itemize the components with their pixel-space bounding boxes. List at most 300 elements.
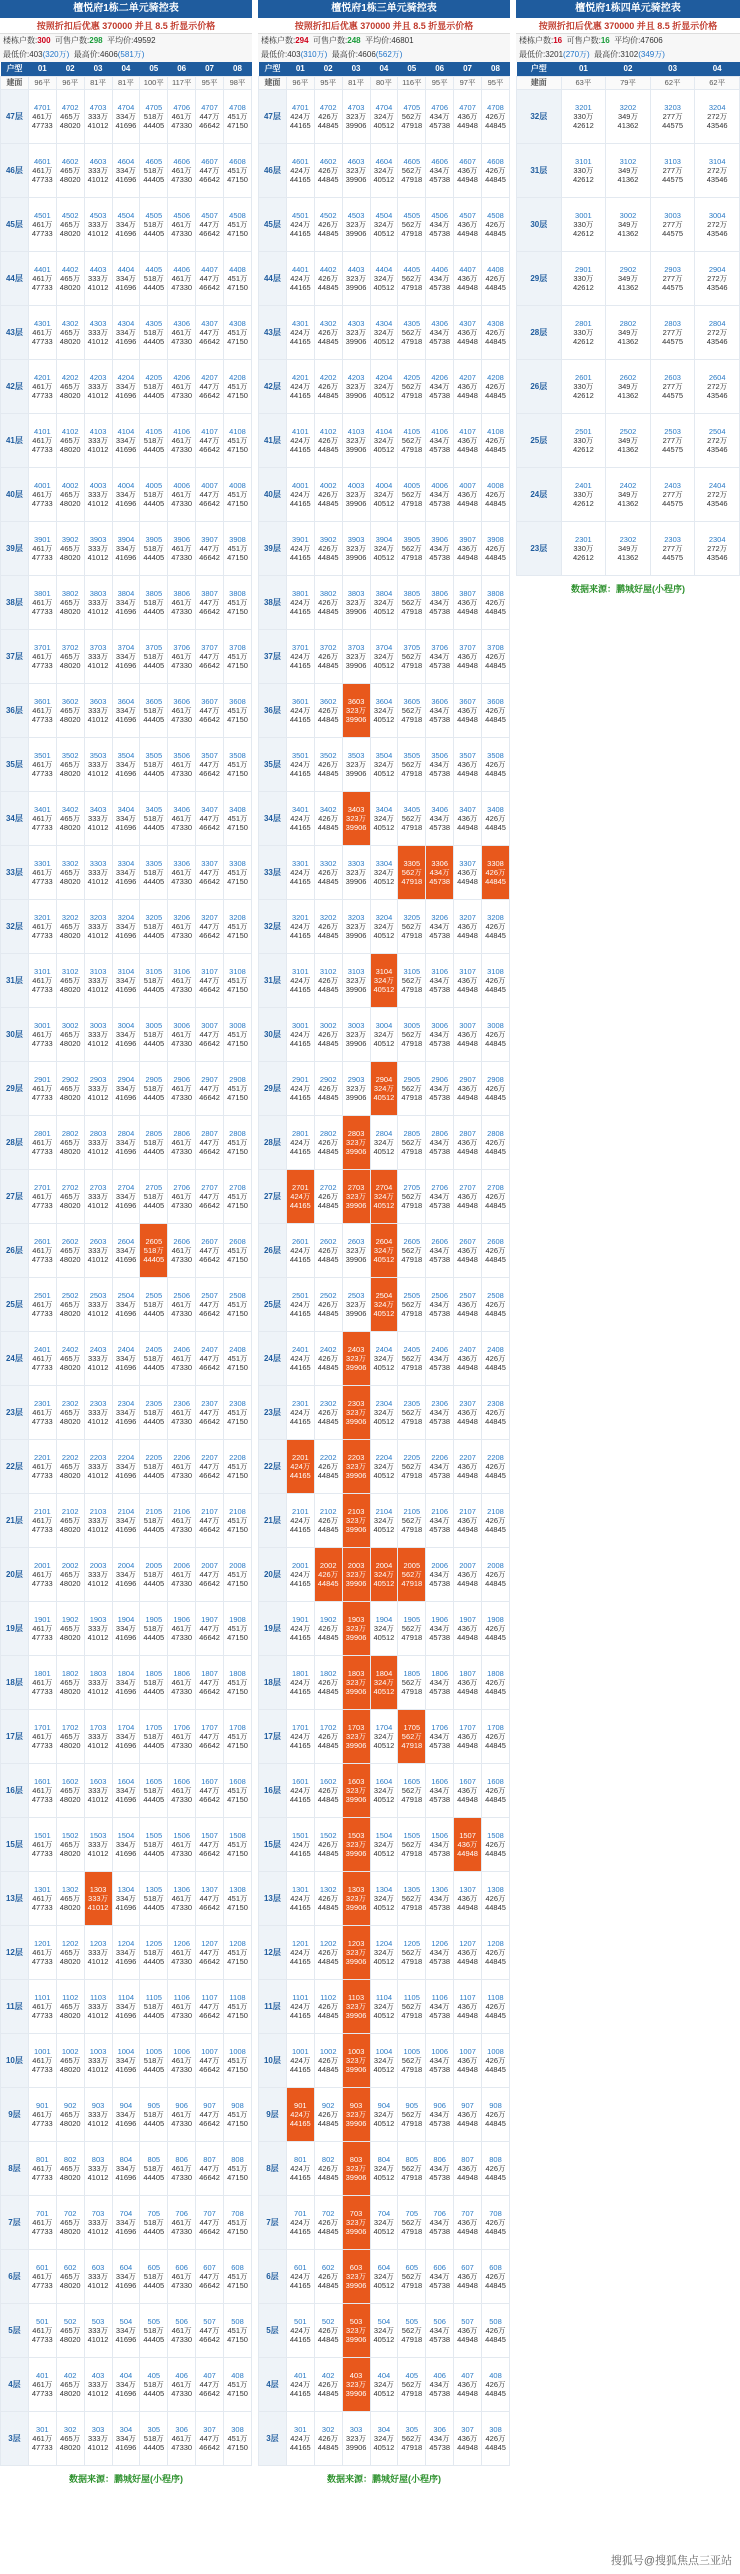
unit-cell[interactable]: 4601 461万 47733	[28, 143, 56, 197]
unit-cell[interactable]: 3904 334万 41696	[112, 521, 140, 575]
unit-cell[interactable]: 2305 562万 47918	[398, 1385, 426, 1439]
unit-cell[interactable]: 1108 426万 44845	[482, 1979, 510, 2033]
unit-cell[interactable]: 3501 424万 44165	[286, 737, 314, 791]
unit-cell[interactable]: 4004 324万 40512	[370, 467, 398, 521]
unit-cell[interactable]: 3104 272万 43546	[695, 143, 740, 197]
unit-cell[interactable]: 1208 426万 44845	[482, 1925, 510, 1979]
unit-cell[interactable]: 2803 277万 44575	[650, 305, 695, 359]
unit-cell[interactable]: 4102 465万 48020	[56, 413, 84, 467]
unit-cell[interactable]: 2903 323万 39906	[342, 1061, 370, 1115]
unit-cell[interactable]: 2108 451万 47150	[224, 1493, 252, 1547]
unit-cell[interactable]: 2903 333万 41012	[84, 1061, 112, 1115]
unit-cell[interactable]: 802 426万 44845	[314, 2141, 342, 2195]
unit-cell[interactable]: 3906 461万 47330	[168, 521, 196, 575]
unit-cell[interactable]: 4001 424万 44165	[286, 467, 314, 521]
unit-cell[interactable]: 3305 518万 44405	[140, 845, 168, 899]
unit-cell[interactable]: 3404 334万 41696	[112, 791, 140, 845]
unit-cell[interactable]: 1207 436万 44948	[454, 1925, 482, 1979]
unit-cell[interactable]: 4306 434万 45738	[426, 305, 454, 359]
unit-cell[interactable]: 2506 434万 45738	[426, 1277, 454, 1331]
unit-cell[interactable]: 1101 461万 47733	[28, 1979, 56, 2033]
unit-cell[interactable]: 806 461万 47330	[168, 2141, 196, 2195]
unit-cell[interactable]: 2901 424万 44165	[286, 1061, 314, 1115]
unit-cell[interactable]: 1508 426万 44845	[482, 1817, 510, 1871]
unit-cell[interactable]: 2402 465万 48020	[56, 1331, 84, 1385]
unit-cell[interactable]: 1203 333万 41012	[84, 1925, 112, 1979]
unit-cell[interactable]: 4407 447万 46642	[196, 251, 224, 305]
unit-cell[interactable]: 2008 426万 44845	[482, 1547, 510, 1601]
unit-cell[interactable]: 2404 324万 40512	[370, 1331, 398, 1385]
unit-cell[interactable]: 2407 447万 46642	[196, 1331, 224, 1385]
unit-cell[interactable]: 1204 334万 41696	[112, 1925, 140, 1979]
unit-cell[interactable]: 1803 323万 39906	[342, 1655, 370, 1709]
unit-cell[interactable]: 1601 424万 44165	[286, 1763, 314, 1817]
unit-cell[interactable]: 406 434万 45738	[426, 2357, 454, 2411]
unit-cell[interactable]: 3407 436万 44948	[454, 791, 482, 845]
unit-cell[interactable]: 3504 334万 41696	[112, 737, 140, 791]
unit-cell[interactable]: 2405 518万 44405	[140, 1331, 168, 1385]
unit-cell[interactable]: 304 324万 40512	[370, 2411, 398, 2465]
unit-cell[interactable]: 408 451万 47150	[224, 2357, 252, 2411]
unit-cell[interactable]: 3006 434万 45738	[426, 1007, 454, 1061]
unit-cell[interactable]: 1702 465万 48020	[56, 1709, 84, 1763]
unit-cell[interactable]: 2603 277万 44575	[650, 359, 695, 413]
unit-cell[interactable]: 302 465万 48020	[56, 2411, 84, 2465]
unit-cell[interactable]: 3102 426万 44845	[314, 953, 342, 1007]
unit-cell[interactable]: 2206 434万 45738	[426, 1439, 454, 1493]
unit-cell[interactable]: 3203 277万 44575	[650, 89, 695, 143]
unit-cell[interactable]: 2907 436万 44948	[454, 1061, 482, 1115]
unit-cell[interactable]: 803 323万 39906	[342, 2141, 370, 2195]
unit-cell[interactable]: 3004 324万 40512	[370, 1007, 398, 1061]
unit-cell[interactable]: 704 324万 40512	[370, 2195, 398, 2249]
unit-cell[interactable]: 1201 424万 44165	[286, 1925, 314, 1979]
unit-cell[interactable]: 3201 330万 42612	[561, 89, 606, 143]
unit-cell[interactable]: 3208 426万 44845	[482, 899, 510, 953]
unit-cell[interactable]: 1805 518万 44405	[140, 1655, 168, 1709]
unit-cell[interactable]: 608 426万 44845	[482, 2249, 510, 2303]
unit-cell[interactable]: 2608 451万 47150	[224, 1223, 252, 1277]
unit-cell[interactable]: 4708 451万 47150	[224, 89, 252, 143]
unit-cell[interactable]: 4707 436万 44948	[454, 89, 482, 143]
unit-cell[interactable]: 402 465万 48020	[56, 2357, 84, 2411]
unit-cell[interactable]: 1802 465万 48020	[56, 1655, 84, 1709]
unit-cell[interactable]: 2806 461万 47330	[168, 1115, 196, 1169]
unit-cell[interactable]: 3608 451万 47150	[224, 683, 252, 737]
unit-cell[interactable]: 2108 426万 44845	[482, 1493, 510, 1547]
unit-cell[interactable]: 3101 461万 47733	[28, 953, 56, 1007]
unit-cell[interactable]: 807 436万 44948	[454, 2141, 482, 2195]
unit-cell[interactable]: 602 465万 48020	[56, 2249, 84, 2303]
unit-cell[interactable]: 3004 334万 41696	[112, 1007, 140, 1061]
unit-cell[interactable]: 706 434万 45738	[426, 2195, 454, 2249]
unit-cell[interactable]: 2603 333万 41012	[84, 1223, 112, 1277]
unit-cell[interactable]: 2007 436万 44948	[454, 1547, 482, 1601]
unit-cell[interactable]: 4507 436万 44948	[454, 197, 482, 251]
unit-cell[interactable]: 3107 447万 46642	[196, 953, 224, 1007]
unit-cell[interactable]: 1306 461万 47330	[168, 1871, 196, 1925]
unit-cell[interactable]: 2708 426万 44845	[482, 1169, 510, 1223]
unit-cell[interactable]: 1505 562万 47918	[398, 1817, 426, 1871]
unit-cell[interactable]: 2705 518万 44405	[140, 1169, 168, 1223]
unit-cell[interactable]: 3505 562万 47918	[398, 737, 426, 791]
unit-cell[interactable]: 2004 334万 41696	[112, 1547, 140, 1601]
unit-cell[interactable]: 3202 465万 48020	[56, 899, 84, 953]
unit-cell[interactable]: 904 324万 40512	[370, 2087, 398, 2141]
unit-cell[interactable]: 2102 426万 44845	[314, 1493, 342, 1547]
unit-cell[interactable]: 4204 334万 41696	[112, 359, 140, 413]
unit-cell[interactable]: 4608 451万 47150	[224, 143, 252, 197]
unit-cell[interactable]: 907 436万 44948	[454, 2087, 482, 2141]
unit-cell[interactable]: 2006 461万 47330	[168, 1547, 196, 1601]
unit-cell[interactable]: 3207 447万 46642	[196, 899, 224, 953]
unit-cell[interactable]: 4404 334万 41696	[112, 251, 140, 305]
unit-cell[interactable]: 2908 426万 44845	[482, 1061, 510, 1115]
unit-cell[interactable]: 4606 461万 47330	[168, 143, 196, 197]
unit-cell[interactable]: 2707 436万 44948	[454, 1169, 482, 1223]
unit-cell[interactable]: 2907 447万 46642	[196, 1061, 224, 1115]
unit-cell[interactable]: 2604 334万 41696	[112, 1223, 140, 1277]
unit-cell[interactable]: 4101 461万 47733	[28, 413, 56, 467]
unit-cell[interactable]: 2704 334万 41696	[112, 1169, 140, 1223]
unit-cell[interactable]: 1705 562万 47918	[398, 1709, 426, 1763]
unit-cell[interactable]: 2202 465万 48020	[56, 1439, 84, 1493]
unit-cell[interactable]: 4603 323万 39906	[342, 143, 370, 197]
unit-cell[interactable]: 3603 333万 41012	[84, 683, 112, 737]
unit-cell[interactable]: 1006 461万 47330	[168, 2033, 196, 2087]
unit-cell[interactable]: 4607 447万 46642	[196, 143, 224, 197]
unit-cell[interactable]: 1607 447万 46642	[196, 1763, 224, 1817]
unit-cell[interactable]: 706 461万 47330	[168, 2195, 196, 2249]
unit-cell[interactable]: 305 562万 47918	[398, 2411, 426, 2465]
unit-cell[interactable]: 1308 451万 47150	[224, 1871, 252, 1925]
unit-cell[interactable]: 302 426万 44845	[314, 2411, 342, 2465]
unit-cell[interactable]: 1706 461万 47330	[168, 1709, 196, 1763]
unit-cell[interactable]: 2902 465万 48020	[56, 1061, 84, 1115]
unit-cell[interactable]: 4302 465万 48020	[56, 305, 84, 359]
unit-cell[interactable]: 2104 324万 40512	[370, 1493, 398, 1547]
unit-cell[interactable]: 1107 447万 46642	[196, 1979, 224, 2033]
unit-cell[interactable]: 707 436万 44948	[454, 2195, 482, 2249]
unit-cell[interactable]: 2607 436万 44948	[454, 1223, 482, 1277]
unit-cell[interactable]: 2906 461万 47330	[168, 1061, 196, 1115]
unit-cell[interactable]: 3505 518万 44405	[140, 737, 168, 791]
unit-cell[interactable]: 2502 465万 48020	[56, 1277, 84, 1331]
unit-cell[interactable]: 3004 272万 43546	[695, 197, 740, 251]
unit-cell[interactable]: 3304 324万 40512	[370, 845, 398, 899]
unit-cell[interactable]: 4408 451万 47150	[224, 251, 252, 305]
unit-cell[interactable]: 3903 333万 41012	[84, 521, 112, 575]
unit-cell[interactable]: 806 434万 45738	[426, 2141, 454, 2195]
unit-cell[interactable]: 2904 334万 41696	[112, 1061, 140, 1115]
unit-cell[interactable]: 3001 461万 47733	[28, 1007, 56, 1061]
unit-cell[interactable]: 2302 426万 44845	[314, 1385, 342, 1439]
unit-cell[interactable]: 604 334万 41696	[112, 2249, 140, 2303]
unit-cell[interactable]: 1305 518万 44405	[140, 1871, 168, 1925]
unit-cell[interactable]: 503 323万 39906	[342, 2303, 370, 2357]
unit-cell[interactable]: 1903 323万 39906	[342, 1601, 370, 1655]
unit-cell[interactable]: 3701 461万 47733	[28, 629, 56, 683]
unit-cell[interactable]: 1201 461万 47733	[28, 1925, 56, 1979]
unit-cell[interactable]: 1908 426万 44845	[482, 1601, 510, 1655]
unit-cell[interactable]: 2303 333万 41012	[84, 1385, 112, 1439]
unit-cell[interactable]: 3102 465万 48020	[56, 953, 84, 1007]
unit-cell[interactable]: 3203 333万 41012	[84, 899, 112, 953]
unit-cell[interactable]: 1307 436万 44948	[454, 1871, 482, 1925]
unit-cell[interactable]: 2002 426万 44845	[314, 1547, 342, 1601]
unit-cell[interactable]: 906 434万 45738	[426, 2087, 454, 2141]
unit-cell[interactable]: 2406 434万 45738	[426, 1331, 454, 1385]
unit-cell[interactable]: 1506 461万 47330	[168, 1817, 196, 1871]
unit-cell[interactable]: 3408 426万 44845	[482, 791, 510, 845]
unit-cell[interactable]: 2007 447万 46642	[196, 1547, 224, 1601]
unit-cell[interactable]: 1902 426万 44845	[314, 1601, 342, 1655]
unit-cell[interactable]: 2708 451万 47150	[224, 1169, 252, 1223]
unit-cell[interactable]: 4603 333万 41012	[84, 143, 112, 197]
unit-cell[interactable]: 3301 461万 47733	[28, 845, 56, 899]
unit-cell[interactable]: 2205 518万 44405	[140, 1439, 168, 1493]
unit-cell[interactable]: 305 518万 44405	[140, 2411, 168, 2465]
unit-cell[interactable]: 2005 518万 44405	[140, 1547, 168, 1601]
unit-cell[interactable]: 908 426万 44845	[482, 2087, 510, 2141]
unit-cell[interactable]: 4705 518万 44405	[140, 89, 168, 143]
unit-cell[interactable]: 3901 424万 44165	[286, 521, 314, 575]
unit-cell[interactable]: 2807 447万 46642	[196, 1115, 224, 1169]
unit-cell[interactable]: 2304 324万 40512	[370, 1385, 398, 1439]
unit-cell[interactable]: 3406 461万 47330	[168, 791, 196, 845]
unit-cell[interactable]: 2401 330万 42612	[561, 467, 606, 521]
unit-cell[interactable]: 3606 434万 45738	[426, 683, 454, 737]
unit-cell[interactable]: 3101 424万 44165	[286, 953, 314, 1007]
unit-cell[interactable]: 1508 451万 47150	[224, 1817, 252, 1871]
unit-cell[interactable]: 708 426万 44845	[482, 2195, 510, 2249]
unit-cell[interactable]: 2306 434万 45738	[426, 1385, 454, 1439]
unit-cell[interactable]: 2104 334万 41696	[112, 1493, 140, 1547]
unit-cell[interactable]: 905 562万 47918	[398, 2087, 426, 2141]
unit-cell[interactable]: 3801 424万 44165	[286, 575, 314, 629]
unit-cell[interactable]: 2207 447万 46642	[196, 1439, 224, 1493]
unit-cell[interactable]: 3901 461万 47733	[28, 521, 56, 575]
unit-cell[interactable]: 3904 324万 40512	[370, 521, 398, 575]
unit-cell[interactable]: 2501 424万 44165	[286, 1277, 314, 1331]
unit-cell[interactable]: 4505 518万 44405	[140, 197, 168, 251]
unit-cell[interactable]: 604 324万 40512	[370, 2249, 398, 2303]
unit-cell[interactable]: 801 424万 44165	[286, 2141, 314, 2195]
unit-cell[interactable]: 502 465万 48020	[56, 2303, 84, 2357]
unit-cell[interactable]: 2901 461万 47733	[28, 1061, 56, 1115]
unit-cell[interactable]: 4405 562万 47918	[398, 251, 426, 305]
unit-cell[interactable]: 1202 426万 44845	[314, 1925, 342, 1979]
unit-cell[interactable]: 4708 426万 44845	[482, 89, 510, 143]
unit-cell[interactable]: 3803 333万 41012	[84, 575, 112, 629]
unit-cell[interactable]: 3405 562万 47918	[398, 791, 426, 845]
unit-cell[interactable]: 2504 324万 40512	[370, 1277, 398, 1331]
unit-cell[interactable]: 4105 562万 47918	[398, 413, 426, 467]
unit-cell[interactable]: 1502 465万 48020	[56, 1817, 84, 1871]
unit-cell[interactable]: 1808 451万 47150	[224, 1655, 252, 1709]
unit-cell[interactable]: 3608 426万 44845	[482, 683, 510, 737]
unit-cell[interactable]: 2408 426万 44845	[482, 1331, 510, 1385]
unit-cell[interactable]: 1305 562万 47918	[398, 1871, 426, 1925]
unit-cell[interactable]: 408 426万 44845	[482, 2357, 510, 2411]
unit-cell[interactable]: 2503 333万 41012	[84, 1277, 112, 1331]
unit-cell[interactable]: 301 461万 47733	[28, 2411, 56, 2465]
unit-cell[interactable]: 2303 277万 44575	[650, 521, 695, 575]
unit-cell[interactable]: 507 436万 44948	[454, 2303, 482, 2357]
unit-cell[interactable]: 1805 562万 47918	[398, 1655, 426, 1709]
unit-cell[interactable]: 3203 323万 39906	[342, 899, 370, 953]
unit-cell[interactable]: 4302 426万 44845	[314, 305, 342, 359]
unit-cell[interactable]: 4704 334万 41696	[112, 89, 140, 143]
unit-cell[interactable]: 4104 334万 41696	[112, 413, 140, 467]
unit-cell[interactable]: 404 324万 40512	[370, 2357, 398, 2411]
unit-cell[interactable]: 2103 333万 41012	[84, 1493, 112, 1547]
unit-cell[interactable]: 4303 323万 39906	[342, 305, 370, 359]
unit-cell[interactable]: 2503 277万 44575	[650, 413, 695, 467]
unit-cell[interactable]: 4207 436万 44948	[454, 359, 482, 413]
unit-cell[interactable]: 2805 562万 47918	[398, 1115, 426, 1169]
unit-cell[interactable]: 2703 333万 41012	[84, 1169, 112, 1223]
unit-cell[interactable]: 301 424万 44165	[286, 2411, 314, 2465]
unit-cell[interactable]: 701 461万 47733	[28, 2195, 56, 2249]
unit-cell[interactable]: 406 461万 47330	[168, 2357, 196, 2411]
unit-cell[interactable]: 3007 436万 44948	[454, 1007, 482, 1061]
unit-cell[interactable]: 4604 324万 40512	[370, 143, 398, 197]
unit-cell[interactable]: 2901 330万 42612	[561, 251, 606, 305]
unit-cell[interactable]: 1003 333万 41012	[84, 2033, 112, 2087]
unit-cell[interactable]: 1106 434万 45738	[426, 1979, 454, 2033]
unit-cell[interactable]: 4307 447万 46642	[196, 305, 224, 359]
unit-cell[interactable]: 2504 272万 43546	[695, 413, 740, 467]
unit-cell[interactable]: 1906 434万 45738	[426, 1601, 454, 1655]
unit-cell[interactable]: 4008 426万 44845	[482, 467, 510, 521]
unit-cell[interactable]: 4103 333万 41012	[84, 413, 112, 467]
unit-cell[interactable]: 1908 451万 47150	[224, 1601, 252, 1655]
unit-cell[interactable]: 4003 333万 41012	[84, 467, 112, 521]
unit-cell[interactable]: 1008 426万 44845	[482, 2033, 510, 2087]
unit-cell[interactable]: 2008 451万 47150	[224, 1547, 252, 1601]
unit-cell[interactable]: 2601 330万 42612	[561, 359, 606, 413]
unit-cell[interactable]: 1604 324万 40512	[370, 1763, 398, 1817]
unit-cell[interactable]: 2202 426万 44845	[314, 1439, 342, 1493]
unit-cell[interactable]: 805 518万 44405	[140, 2141, 168, 2195]
unit-cell[interactable]: 4106 434万 45738	[426, 413, 454, 467]
unit-cell[interactable]: 1306 434万 45738	[426, 1871, 454, 1925]
unit-cell[interactable]: 4207 447万 46642	[196, 359, 224, 413]
unit-cell[interactable]: 1905 562万 47918	[398, 1601, 426, 1655]
unit-cell[interactable]: 2404 334万 41696	[112, 1331, 140, 1385]
unit-cell[interactable]: 3206 461万 47330	[168, 899, 196, 953]
unit-cell[interactable]: 3907 436万 44948	[454, 521, 482, 575]
unit-cell[interactable]: 4003 323万 39906	[342, 467, 370, 521]
unit-cell[interactable]: 907 447万 46642	[196, 2087, 224, 2141]
unit-cell[interactable]: 1005 562万 47918	[398, 2033, 426, 2087]
unit-cell[interactable]: 2501 461万 47733	[28, 1277, 56, 1331]
unit-cell[interactable]: 4605 562万 47918	[398, 143, 426, 197]
unit-cell[interactable]: 2601 424万 44165	[286, 1223, 314, 1277]
unit-cell[interactable]: 704 334万 41696	[112, 2195, 140, 2249]
unit-cell[interactable]: 2307 447万 46642	[196, 1385, 224, 1439]
unit-cell[interactable]: 2408 451万 47150	[224, 1331, 252, 1385]
unit-cell[interactable]: 1608 426万 44845	[482, 1763, 510, 1817]
unit-cell[interactable]: 3908 451万 47150	[224, 521, 252, 575]
unit-cell[interactable]: 703 333万 41012	[84, 2195, 112, 2249]
unit-cell[interactable]: 4304 334万 41696	[112, 305, 140, 359]
unit-cell[interactable]: 2102 465万 48020	[56, 1493, 84, 1547]
unit-cell[interactable]: 3005 562万 47918	[398, 1007, 426, 1061]
unit-cell[interactable]: 905 518万 44405	[140, 2087, 168, 2141]
unit-cell[interactable]: 601 461万 47733	[28, 2249, 56, 2303]
unit-cell[interactable]: 1304 334万 41696	[112, 1871, 140, 1925]
unit-cell[interactable]: 3702 465万 48020	[56, 629, 84, 683]
unit-cell[interactable]: 3302 465万 48020	[56, 845, 84, 899]
unit-cell[interactable]: 4508 451万 47150	[224, 197, 252, 251]
unit-cell[interactable]: 307 436万 44948	[454, 2411, 482, 2465]
unit-cell[interactable]: 1105 562万 47918	[398, 1979, 426, 2033]
unit-cell[interactable]: 3506 461万 47330	[168, 737, 196, 791]
unit-cell[interactable]: 3607 436万 44948	[454, 683, 482, 737]
unit-cell[interactable]: 2304 334万 41696	[112, 1385, 140, 1439]
unit-cell[interactable]: 4506 461万 47330	[168, 197, 196, 251]
unit-cell[interactable]: 4504 334万 41696	[112, 197, 140, 251]
unit-cell[interactable]: 808 451万 47150	[224, 2141, 252, 2195]
unit-cell[interactable]: 2808 451万 47150	[224, 1115, 252, 1169]
unit-cell[interactable]: 1107 436万 44948	[454, 1979, 482, 2033]
unit-cell[interactable]: 1603 333万 41012	[84, 1763, 112, 1817]
unit-cell[interactable]: 2701 424万 44165	[286, 1169, 314, 1223]
unit-cell[interactable]: 903 323万 39906	[342, 2087, 370, 2141]
unit-cell[interactable]: 4308 451万 47150	[224, 305, 252, 359]
unit-cell[interactable]: 4704 324万 40512	[370, 89, 398, 143]
unit-cell[interactable]: 4508 426万 44845	[482, 197, 510, 251]
unit-cell[interactable]: 2405 562万 47918	[398, 1331, 426, 1385]
unit-cell[interactable]: 3903 323万 39906	[342, 521, 370, 575]
unit-cell[interactable]: 2208 426万 44845	[482, 1439, 510, 1493]
unit-cell[interactable]: 3106 461万 47330	[168, 953, 196, 1007]
unit-cell[interactable]: 1205 562万 47918	[398, 1925, 426, 1979]
unit-cell[interactable]: 2605 518万 44405	[140, 1223, 168, 1277]
unit-cell[interactable]: 4602 426万 44845	[314, 143, 342, 197]
unit-cell[interactable]: 4403 323万 39906	[342, 251, 370, 305]
unit-cell[interactable]: 3801 461万 47733	[28, 575, 56, 629]
unit-cell[interactable]: 2906 434万 45738	[426, 1061, 454, 1115]
unit-cell[interactable]: 707 447万 46642	[196, 2195, 224, 2249]
unit-cell[interactable]: 2706 461万 47330	[168, 1169, 196, 1223]
unit-cell[interactable]: 3902 465万 48020	[56, 521, 84, 575]
unit-cell[interactable]: 4104 324万 40512	[370, 413, 398, 467]
unit-cell[interactable]: 4505 562万 47918	[398, 197, 426, 251]
unit-cell[interactable]: 3007 447万 46642	[196, 1007, 224, 1061]
unit-cell[interactable]: 3001 424万 44165	[286, 1007, 314, 1061]
unit-cell[interactable]: 405 518万 44405	[140, 2357, 168, 2411]
unit-cell[interactable]: 3407 447万 46642	[196, 791, 224, 845]
unit-cell[interactable]: 3303 323万 39906	[342, 845, 370, 899]
unit-cell[interactable]: 4103 323万 39906	[342, 413, 370, 467]
unit-cell[interactable]: 1301 424万 44165	[286, 1871, 314, 1925]
unit-cell[interactable]: 4208 426万 44845	[482, 359, 510, 413]
unit-cell[interactable]: 4402 426万 44845	[314, 251, 342, 305]
unit-cell[interactable]: 3103 323万 39906	[342, 953, 370, 1007]
unit-cell[interactable]: 2404 272万 43546	[695, 467, 740, 521]
unit-cell[interactable]: 3204 272万 43546	[695, 89, 740, 143]
unit-cell[interactable]: 2103 323万 39906	[342, 1493, 370, 1547]
unit-cell[interactable]: 4204 324万 40512	[370, 359, 398, 413]
unit-cell[interactable]: 506 461万 47330	[168, 2303, 196, 2357]
unit-cell[interactable]: 4407 436万 44948	[454, 251, 482, 305]
unit-cell[interactable]: 4203 323万 39906	[342, 359, 370, 413]
unit-cell[interactable]: 2802 465万 48020	[56, 1115, 84, 1169]
unit-cell[interactable]: 3103 277万 44575	[650, 143, 695, 197]
